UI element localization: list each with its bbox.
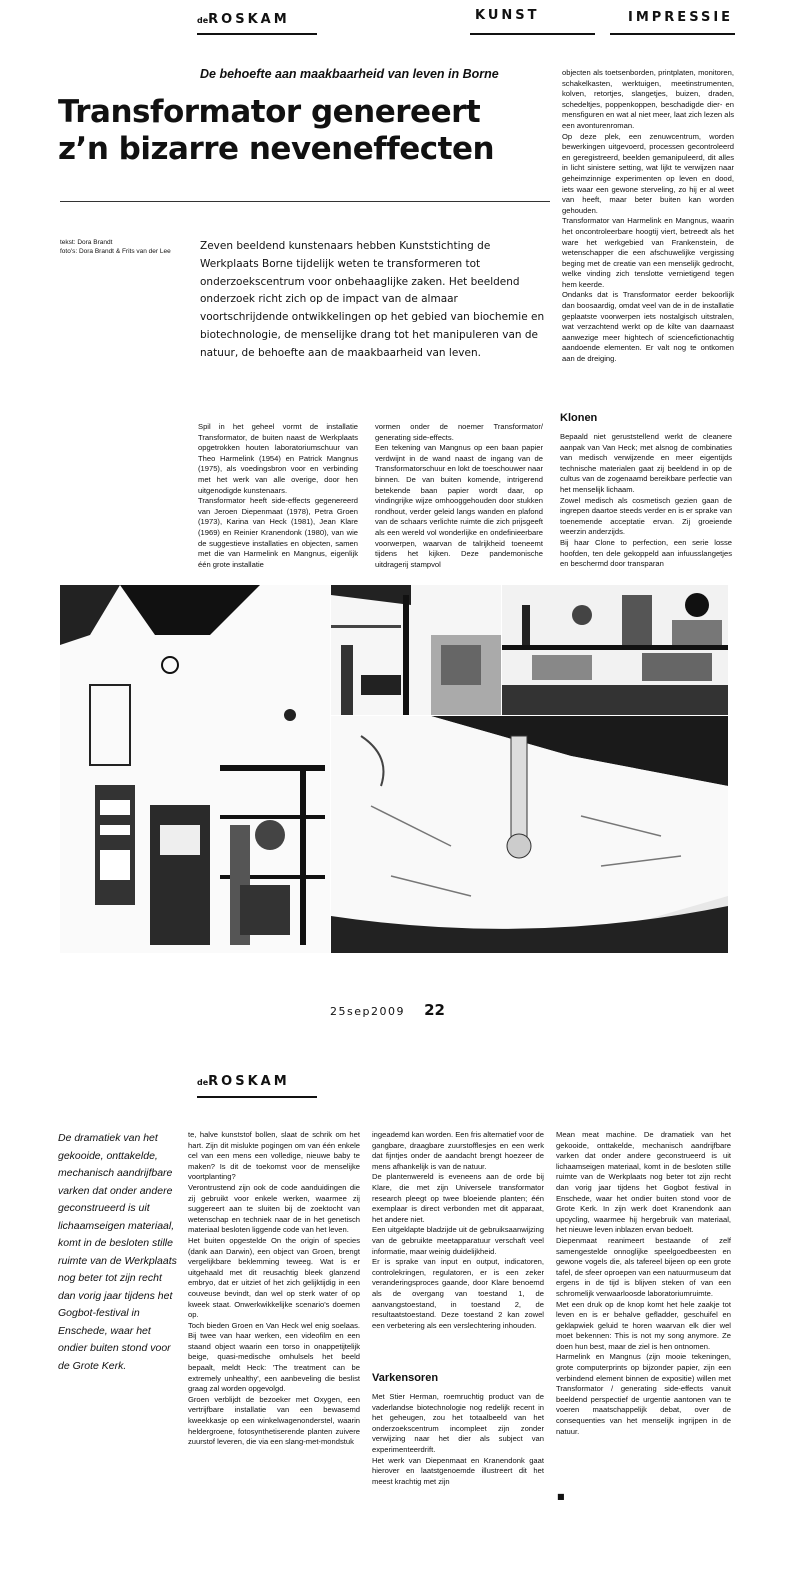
headline [58, 94, 548, 168]
intro-paragraph: Zeven beeldend kunstenaars hebben Kunststichting de Werkplaats Borne tijdelijk weten te transformeren tot onderzoekscentrum voor onbehaaglijke zaken. Het beeldend onderzoek richt zich op de impact van de almaar voortschrijdende ontwikkelingen op het gebied van biochemie en biotechnologie, de menselijke drang tot het manipuleren van de natuur, de behoefte aan de maakbaarheid van leven. [200, 240, 545, 359]
headline-line-1: Transformator genereert [58, 94, 481, 130]
body-col3-p2: Zowel medisch als cosmetisch gezien gaan de ingrepen daartoe steeds verder en is er sprake van toenemende acceptatie ervan. Zij groeiende weerzin anderzijds. [560, 495, 732, 537]
right-col-text-2: Op deze plek, een zenuwcentrum, worden bewerkingen uitgevoerd, processen gecontroleerd en geregistreerd, beelden gemanipuleerd, dit alles in licht sinistere setting, wat lijkt te verwijzen naar geheimzinnige experimenten op leven en dood, iets waar een gewone sterveling, zo hij er al weet van heeft, maar beter buiten kan worden gehouden. [562, 131, 734, 215]
p2-column-2b [372, 1392, 544, 1502]
body-col1-p1: Spil in het geheel vormt de installatie Transformator, de buiten naast de Werkplaats opgetrokken houten laboratoriumschuur van Theo Harmelink (1954) en Patrick Mangnus (1975), als voedingsbron voor en verbinding met het werk van alle overige, door hen uitgenodigde kunstenaars. [198, 422, 358, 495]
p2-col1-p4: Toch bieden Groen en Van Heck wel enig soelaas. Bij twee van haar werken, een videofilm en een staand object waarin een torso in onappetijtelijk beige, quasi-medische omhulsels het beeld bepaalt, meldt Heck: 'The treatment can be extremely unhealthy', een aanbeveling die beslist graag zal worden opgevolgd. [188, 1320, 360, 1394]
article-kicker: De behoefte aan maakbaarheid van leven in Borne [200, 67, 499, 81]
masthead-p1 [197, 8, 317, 34]
page-footer [330, 1000, 445, 1019]
masthead-p2 [197, 1070, 317, 1096]
headline-line-2: z’n bizarre neveneffecten [58, 131, 495, 167]
body-column-3 [560, 432, 732, 577]
p2-column-2a [372, 1130, 544, 1355]
p2-col3-p1: Mean meat machine. De dramatiek van het gekooide, onttakelde, mechanisch aandrijfbare varken dat onder andere geconstrueerd is uit lichaamseigen materiaal, komt in de besloten stille ruimte van de Werkplaats nog beter tot zijn recht dan vorig jaar tijdens het Gogbot festival in Enschede, waar het ondier buiten stond voor de Grote Kerk. In zijn werk doet Kranendonk aan upcycling, waarmee hij hergebruik van materiaal, het nieuwe leven inblazen ervan bedoelt. [556, 1130, 731, 1235]
p2-col1-p5: Groen verblijdt de bezoeker met Oxygen, een vertrijfbare installatie van een bewasemd kweekkasje op een winkelwagenonderstel, waarin heldergroene, fotosynthetiserende planten zuivere zuurstof leveren, die via een slang-met-mondstuk [188, 1394, 360, 1447]
p2-col1-p1: te, halve kunststof bollen, slaat de schrik om het hart. Zijn dit mislukte pogingen om van één enkele cel van een mens een volledige, nieuwe baby te maken? Is dit de toekomst voor de menselijke voortplanting? [188, 1130, 360, 1182]
credit-text: tekst: Dora Brandt [60, 239, 113, 246]
right-col-text-3: Transformator van Harmelink en Mangnus, waarin het oncontroleerbare hoogtij viert, betreedt als het ware het werkgebied van Frankenstein, de wetenschapper die een afschuwelijke vergissing beging met de creatie van een menselijk gedrocht, welke vinding zich tenslotte vernietigend tegen hem keerde. [562, 216, 734, 289]
body-col2-p1: vormen onder de noemer Transformator/ generating side-effects. [375, 422, 543, 442]
lab-shelves-photo [60, 585, 330, 953]
body-col3-p1: Bepaald niet geruststellend werkt de cleanere aanpak van Van Heck; met alsnog de combinaties van medisch verwijzende en meer eigentijds technische materialen gaat zij beeldend in op de cultus van de zogenaamd bereikbare perfectie van het menselijk lichaam. [560, 432, 732, 494]
masthead-prefix: de [197, 16, 209, 25]
headline-rule [60, 201, 550, 202]
p2-column-1 [188, 1130, 360, 1500]
p2-col1-p2: Verontrustend zijn ook de code aanduidingen die zij gebruikt voor enkele werken, waarmee zij suggereert aan te sluiten bij de zoektocht van wetenschap en techniek naar de in het genetisch materiaal besloten liggende code van het leven. [188, 1182, 360, 1235]
end-mark: ■ [557, 1492, 565, 1501]
p2-col3-p3: Met een druk op de knop komt het hele zaakje tot leven en is er behalve gefladder, geschuifel en geklapwiek geluid te horen waarvan elk dier wel moet bekennen: This is not my song anymore. Ze doen hun best, maar de ziel is hen ontnomen. [556, 1299, 731, 1351]
body-column-2 [375, 422, 543, 577]
credit-photo-2: & Frits van der Lee [115, 248, 171, 255]
pull-quote: De dramatiek van het gekooide, onttakelde, mechanisch aandrijfbare varken dat onder andere geconstrueerd is uit lichaamseigen materiaal, komt in de besloten stille ruimte van de Werkplaats nog beter tot zijn recht dan vorig jaar tijdens het Gogbot-festival in Enschede, waar het ondier buiten stond voor de Grote Kerk. [58, 1132, 177, 1372]
masthead-name: ROSKAM [208, 12, 290, 27]
masthead-name-p2: ROSKAM [208, 1074, 290, 1089]
p2-col2-p5: Met Stier Herman, roemruchtig product van de vaderlandse biotechnologie nog redelijk recent in het geheugen, zou het totaalbeeld van het onderzoekscentrum incompleet zijn zonder verwijzing naar het dier als subject van experimenteerdrift. [372, 1392, 544, 1454]
section-label: KUNST [475, 8, 540, 23]
lab-workbench-photo [502, 585, 728, 715]
klonen-heading: Klonen [560, 412, 598, 424]
body-col2-p2: Een tekening van Mangnus op een baan papier verdwijnt in de wand naast de ingang van de Transformatorschuur en lokt de toeschouwer naar binnen. De van buiten komende, intrigerend betekende baan papier wordt daar, op vindingrijke wijze omhooggehouden door stukken rondhout, verder geleid langs wanden en plafond van de schaars verlichte ruimte die zich prijsgeeft als een wereld vol wonderlijke en ondefinieerbare voorwerpen, waarvan de talrijkheid toeneemt tijdens het kijken. Deze pandemonische uitdragerij stampvol [375, 443, 543, 569]
p2-column-3 [556, 1130, 731, 1492]
footer-page-number: 22 [424, 1001, 445, 1019]
p2-col2-p2: De plantenwereld is eveneens aan de orde bij Klare, die met zijn Universele transformator research pleegt op twee bloeiende planten; één exemplaar is direct verbonden met dit apparaat, het andere niet. [372, 1172, 544, 1224]
credits [60, 238, 171, 256]
p2-col2-p4: Er is sprake van input en output, indicatoren, controlekringen, regulatoren, er is een zeker veranderingsproces gaande, door Klare benoemd als de overgang van toestand 1, de aanvangstoestand, in toestand 2, de resultaatstoestand. Deze toestand 2 kan zowel een verbetering als een verslechtering inhouden. [372, 1257, 544, 1330]
masthead-rule-3 [610, 33, 735, 35]
p2-col2-p3: Een uitgeklapte bladzijde uit de gebruiksaanwijzing van de gebruikte meetapparatuur verschaft veel informatie, maar weinig duidelijkheid. [372, 1225, 544, 1256]
footer-date: 25sep2009 [330, 1005, 405, 1018]
lab-ceiling-photo [331, 585, 501, 715]
large-object-photo [331, 716, 728, 953]
p2-col2-p1: ingeademd kan worden. Een fris alternatief voor de gangbare, draagbare zuurstofflesjes en een werk dat fijntjes onder de aandacht brengt hoezeer de mens afhankelijk is van de natuur. [372, 1130, 544, 1171]
p2-col2-p6: Het werk van Diepenmaat en Kranendonk gaat hierover en laatstgenoemde illustreert dit het meest krachtig met zijn [372, 1455, 544, 1486]
subsection-label: IMPRESSIE [628, 10, 734, 25]
masthead-prefix-p2: de [197, 1078, 209, 1087]
p2-col3-p4: Harmelink en Mangnus (zijn mooie tekeningen, grote computerprints op bijzonder papier, zijn een verbindend element binnen de expositie) willen met Transformator / generating side-effects vanuit beeldend perspectief de urgentie aantonen van te voeren maatschappelijk debat, over de consequenties van het menselijk ingrijpen in de natuur. [556, 1352, 731, 1436]
right-col-text: objecten als toetsenborden, printplaten, monitoren, schakelkasten, werktuigen, meetinstrumenten, kolven, retortjes, slangetjes, buizen, draden, schedeltjes, poppenkoppen, beschadigde dier- en mensfiguren en wat al niet meer, laat zich lezen als een avonturenroman. [562, 68, 734, 130]
p2-col3-p2: Diepenmaat reanimeert bestaande of zelf samengestelde onnoglijke speelgoedbeesten en gewone vogels die, als tafereel bijeen op een grote tafel, de sfeer oproepen van een natuurmuseum dat ergens in de tijd is blijven steken of van een schromelijk verwaarloosde laboratoriumruimte. [556, 1235, 731, 1298]
masthead-rule-1 [197, 33, 317, 35]
right-col-text-4: Ondanks dat is Transformator eerder bekoorlijk dan boosaardig, omdat veel van de in de installatie geplaatste voorwerpen iets nostalgisch uitstralen, wat verzachtend werkt op de kilte van daarnaast aanwezige meer hightech of sciencefictionachtig aandoende elementen. Er valt nog te ontkomen aan de dreiging. [562, 290, 734, 364]
masthead-rule-p2 [197, 1096, 317, 1098]
right-column [562, 68, 734, 388]
body-col1-p2: Transformator heeft side-effects gegenereerd van Jeroen Diepenmaat (1978), Petra Groen (1973), Karina van Heck (1981), Jean Klare (1969) en Reinier Kranendonk (1980), van wie de suggestieve installaties en objecten, samen met die van Harmelink en Mangnus, eigenlijk één grote installatie [198, 496, 358, 569]
varkensoren-heading: Varkensoren [372, 1372, 439, 1384]
body-column-1 [198, 422, 358, 577]
body-col3-p3: Bij haar Clone to perfection, een serie losse hoofden, ten dele gekoppeld aan infuusslangetjes en beschermd door transparan [560, 537, 732, 569]
credit-photo: foto's: Dora Brandt [60, 248, 114, 255]
p2-col1-p3: Het buiten opgestelde On the origin of species (dank aan Darwin), een object van Groen, brengt vergelijkbare beklemming teweeg. Wat is er uitgehaald met dit reusachtig bleek glanzend embryo, dat er uitziet of het zich gelijktijdig in een couveuse bevindt, dan wel op sterk water of op kweek staat. Onwerkwikkelijke scenario's doemen op. [188, 1235, 360, 1320]
masthead-rule-2 [470, 33, 595, 35]
